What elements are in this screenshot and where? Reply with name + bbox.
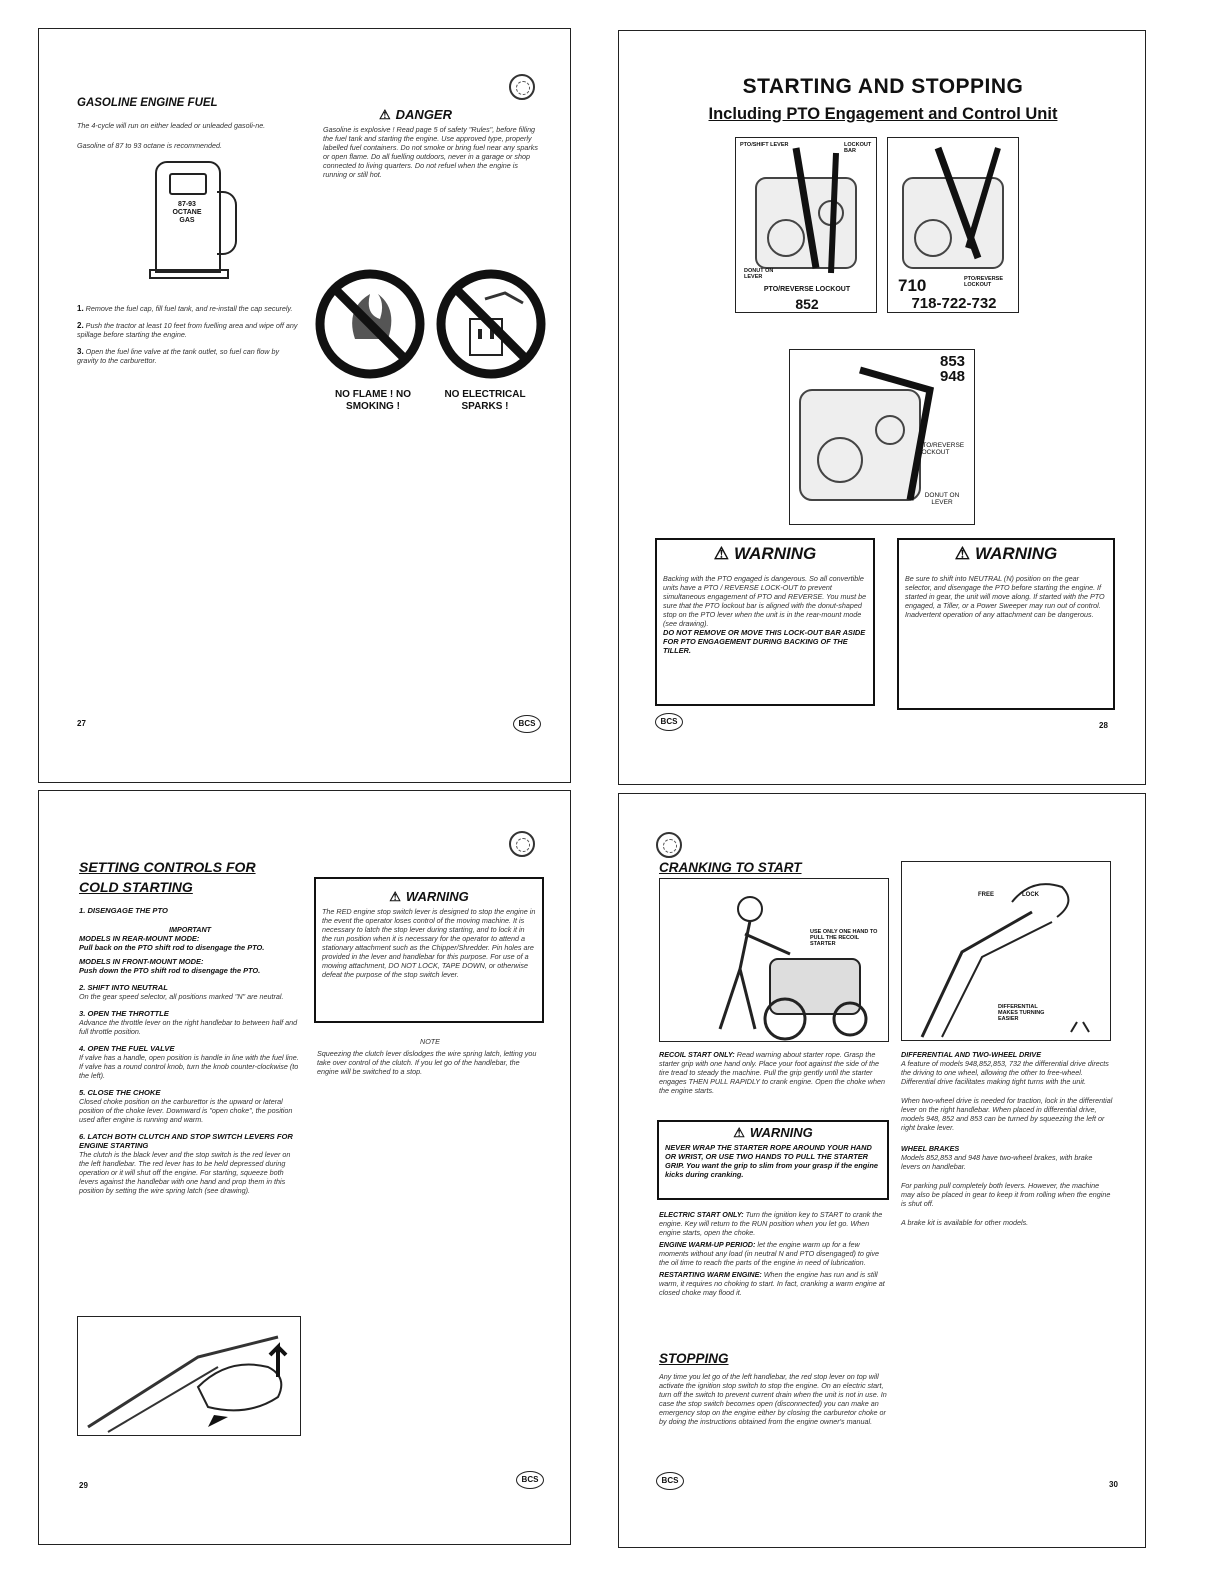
step-3: 3. Open the fuel line valve at the tank outlet, so fuel can flow by gravity to the carburettor.: [77, 347, 280, 365]
rear-mode-heading: MODELS IN REAR-MOUNT MODE:: [79, 934, 200, 943]
front-mode-heading: MODELS IN FRONT-MOUNT MODE:: [79, 957, 204, 966]
recoil-start-section: RECOIL START ONLY: Read warning about starter rope. Grasp the starter grip with one hand only. Place your foot against the side of the tire tread to steady the machine. Pull the grip gently until the starter engages THEN PULL RAPIDLY to crank engine. Open the choke when the engine starts.: [659, 1050, 886, 1095]
page-title: STARTING AND STOPPING: [742, 75, 1024, 98]
page-27: [38, 28, 571, 783]
section-heading: SETTING CONTROLS FOR COLD STARTING: [79, 859, 256, 895]
differential-figure: [901, 861, 1111, 1041]
note-block: [317, 1037, 543, 1076]
bcs-logo: BCS: [656, 1472, 684, 1490]
label-lockout-bar: LOCKOUT BAR: [844, 142, 872, 154]
warning-triangle-icon: ⚠: [379, 107, 391, 122]
parking-text: For parking pull completely both levers. However, the machine may also be placed in gear to keep it from rolling when the engine is shut off.: [901, 1181, 1111, 1208]
warning-title: ⚠ WARNING: [954, 544, 1058, 563]
no-flame-caption: NO FLAME ! NO SMOKING !: [334, 389, 412, 412]
fuel-gear-icon: [509, 74, 535, 100]
pump-label-1: 87-93: [178, 201, 196, 208]
fig1-caption: PTO/REVERSE LOCKOUT: [763, 286, 851, 293]
warning-triangle-icon: ⚠: [954, 544, 971, 563]
controls-gear-icon: [509, 831, 535, 857]
electric-start: ELECTRIC START ONLY: Turn the ignition key to START to crank the engine. Key will return to the RUN position when you let go. When engine starts, open the choke.: [659, 1210, 883, 1237]
rear-mode-text: Pull back on the PTO shift rod to disengage the PTO.: [79, 943, 265, 952]
cold-start-steps: [79, 906, 301, 1195]
bcs-logo: BCS: [513, 715, 541, 733]
no-flame-icon: [320, 274, 420, 374]
step-1-heading: 1. DISENGAGE THE PTO: [79, 906, 168, 915]
differential-text: A feature of models 948,852,853, 732 the differential drive directs the driving to one wheel, allowing the other to free-wheel. Differential drive facilitates making tight turns with the unit.: [901, 1059, 1109, 1086]
warning-text: The RED engine stop switch lever is designed to stop the engine in the event the operator loses control of the moving machine. It is necessary to latch the stop lever during starting, and to lock it in the run position when it is necessary for the operator to attend a stationary attachment such as the Chipper/Shredder. Pin holes are provided in the lever and handlebar for this purpose. For use of a mowing attachment, DO NOT LOCK, TAPE DOWN, or otherwise defeat the purpose of the stop switch lever.: [322, 907, 536, 979]
step-6-text: The clutch is the black lever and the stop switch is the red lever on the left handlebar. The red lever has to be held depressed during operation or it will shut off the engine. For starting, squeeze both levers against the handlebar with one hand and prop them in this position by setting the wire spring latch (see drawing).: [79, 1150, 291, 1195]
no-spark-icon: [441, 274, 541, 374]
bcs-logo: BCS: [655, 713, 683, 731]
pump-label-3: GAS: [179, 217, 195, 224]
page-28: [618, 30, 1146, 785]
warning-box-stop-lever: [314, 877, 544, 1023]
label-donut: DONUT ON LEVER: [744, 268, 774, 280]
step-2: 2. Push the tractor at least 10 feet from fuelling area and wipe off any spillage before starting the engine.: [77, 321, 298, 339]
pump-label-2: OCTANE: [172, 209, 202, 216]
page-number: 27: [77, 719, 86, 728]
danger-title: ⚠ DANGER: [379, 107, 452, 122]
page-subtitle: Including PTO Engagement and Control Unit: [708, 105, 1058, 123]
note-title: NOTE: [420, 1037, 440, 1046]
recoil-figure-label: USE ONLY ONE HAND TO PULL THE RECOIL STARTER: [810, 929, 878, 947]
step-5-text: Closed choke position on the carburettor is the upward or lateral position of the choke lever. Downward is "open choke", the position used after engine is running and warm.: [79, 1097, 293, 1124]
warning-title: ⚠ WARNING: [733, 1125, 813, 1140]
differential-section: [901, 1050, 1113, 1227]
fig1-model: 852: [795, 296, 819, 312]
label-free: FREE: [978, 892, 995, 898]
fuel-steps: [77, 304, 302, 365]
fig2-caption: 718-722-732: [911, 295, 997, 312]
differential-heading: DIFFERENTIAL AND TWO-WHEEL DRIVE: [901, 1050, 1042, 1059]
warning-title: ⚠ WARNING: [389, 889, 469, 904]
warning-box-neutral: [897, 538, 1115, 710]
step-3-heading: 3. OPEN THE THROTTLE: [79, 1009, 169, 1018]
step-6-heading: 6. LATCH BOTH CLUTCH AND STOP SWITCH LEVERS FOR ENGINE STARTING: [79, 1132, 293, 1150]
warning-box-starter-rope: [657, 1120, 889, 1200]
brakes-text: Models 852,853 and 948 have two-wheel brakes, with brake levers on handlebar.: [901, 1153, 1093, 1171]
warning-text: Backing with the PTO engaged is dangerous. So all convertible units have a PTO / REVERSE LOCK-OUT to prevent simultaneous engagement of PTO and REVERSE. You must be sure that the PTO lockout bar is aligned with the donut-shaped stop on the PTO lever when the unit is in the rear-mount mode (see drawing).: [663, 574, 867, 628]
warning-bold-text: DO NOT REMOVE OR MOVE THIS LOCK-OUT BAR ASIDE FOR PTO ENGAGEMENT DURING BACKING OF THE TILLER.: [663, 628, 866, 655]
section-heading: CRANKING TO START: [659, 860, 802, 875]
label-lock: LOCK: [1022, 892, 1039, 898]
page-number: 30: [1109, 1480, 1118, 1489]
two-wheel-text: When two-wheel drive is needed for traction, lock in the differential lever on the right handlebar. When placed in differential drive, models 948, 852 and 853 can be turned by squeezing the left or right brake lever.: [901, 1096, 1113, 1132]
fig3-donut: DONUT ON LEVER: [924, 492, 960, 506]
fig3-lockout: PTO/REVERSE LOCKOUT: [918, 442, 965, 456]
page-number: 29: [79, 1481, 88, 1490]
step-2-heading: 2. SHIFT INTO NEUTRAL: [79, 983, 168, 992]
step-3-text: Advance the throttle lever on the right handlebar to between half and full throttle position.: [79, 1018, 298, 1036]
warm-up: ENGINE WARM-UP PERIOD: let the engine warm up for a few moments without any load (in neutral N and PTO disengaged) to give the oil time to reach the parts of the engine in need of lubrication.: [659, 1240, 880, 1267]
step-5-heading: 5. CLOSE THE CHOKE: [79, 1088, 161, 1097]
fig3-models: 853 948: [940, 353, 966, 385]
page-number: 28: [1099, 721, 1108, 730]
figure-852: [735, 137, 877, 313]
step-4-heading: 4. OPEN THE FUEL VALVE: [79, 1044, 175, 1053]
warning-text: Be sure to shift into NEUTRAL (N) position on the gear selector, and disengage the PTO before starting the engine. If started in gear, the unit will move along. If started with the PTO engaged, a Tiller, or a Power Sweeper may run out of control. Inadvertent operation of any attachment can be dangerous.: [905, 574, 1105, 619]
label-differential: DIFFERENTIAL MAKES TURNING EASIER: [998, 1004, 1045, 1022]
stopping-text: Any time you let go of the left handlebar, the red stop lever on top will activate the ignition stop switch to stop the engine. On an electric start, turn off the switch to prevent current drain when the unit is not in use. In case the stop switch becomes open (disconnected) you can make an emergency stop on the engine either by closing the carburetor choke or by doing the instructions obtained from the engine owner's manual.: [659, 1372, 887, 1426]
figure-853-948: [789, 349, 975, 525]
warning-triangle-icon: ⚠: [389, 889, 401, 904]
note-text: Squeezing the clutch lever dislodges the wire spring latch, letting you take over control of the clutch. If you let go of the handlebar, the engine will be switched to a stop.: [317, 1049, 537, 1076]
fig2-model: 710: [898, 276, 927, 295]
fuel-intro-2: Gasoline of 87 to 93 octane is recommended.: [77, 141, 223, 150]
section-heading: GASOLINE ENGINE FUEL: [77, 97, 218, 109]
page-30: [618, 793, 1146, 1548]
danger-text: Gasoline is explosive ! Read page 5 of safety "Rules", before filling the fuel tank and starting the engine. Use approved type, properly labelled fuel containers. Do not smoke or bring fuel near any sparks or open flame. Do all fuelling outdoors, never in a garage or shop connected to living quarters. Do not refuel when the engine is running or still hot.: [323, 125, 538, 179]
bcs-logo: BCS: [516, 1471, 544, 1489]
stopping-heading: STOPPING: [659, 1351, 729, 1366]
figure-710: [887, 137, 1019, 313]
brake-kit-text: A brake kit is available for other models.: [901, 1218, 1029, 1227]
fig2-lockout: PTO/REVERSE LOCKOUT: [964, 276, 1004, 288]
prohibition-icons: [315, 269, 551, 379]
warning-title: ⚠ WARNING: [713, 544, 817, 563]
step-4-text: If valve has a handle, open position is handle in line with the fuel line. If valve has a round control knob, turn the knob counter-clockwise (to the left).: [79, 1053, 299, 1080]
recoil-start-figure: [659, 878, 889, 1042]
label-pto-shift: PTO/SHIFT LEVER: [740, 142, 789, 148]
warning-box-pto: [655, 538, 875, 706]
fuel-intro-1: The 4-cycle will run on either leaded or unleaded gasoli-ne.: [77, 121, 266, 130]
start-instructions: [659, 1210, 887, 1297]
brakes-heading: WHEEL BRAKES: [901, 1144, 960, 1153]
front-mode-text: Push down the PTO shift rod to disengage the PTO.: [79, 966, 261, 975]
warning-triangle-icon: ⚠: [733, 1125, 745, 1140]
warning-text: NEVER WRAP THE STARTER ROPE AROUND YOUR HAND OR WRIST, OR USE TWO HANDS TO PULL THE STARTER GRIP. You want the grip to slim from your grasp if the engine kicks during cranking.: [665, 1143, 878, 1179]
step-2-text: On the gear speed selector, all positions marked "N" are neutral.: [79, 992, 284, 1001]
step-1: 1. Remove the fuel cap, fill fuel tank, and re-install the cap securely.: [77, 304, 293, 313]
important-label: IMPORTANT: [168, 925, 212, 934]
gas-pump-illustration: [149, 161, 259, 279]
no-spark-caption: NO ELECTRICAL SPARKS !: [444, 389, 526, 412]
latch-drawing: [77, 1316, 301, 1436]
warning-triangle-icon: ⚠: [713, 544, 730, 563]
page-29: [38, 790, 571, 1545]
cranking-gear-icon: [656, 832, 682, 858]
restart-warm: RESTARTING WARM ENGINE: When the engine has run and is still warm, it requires no choking to start. In fact, cranking a warm engine at closed choke may flood it.: [659, 1270, 885, 1297]
